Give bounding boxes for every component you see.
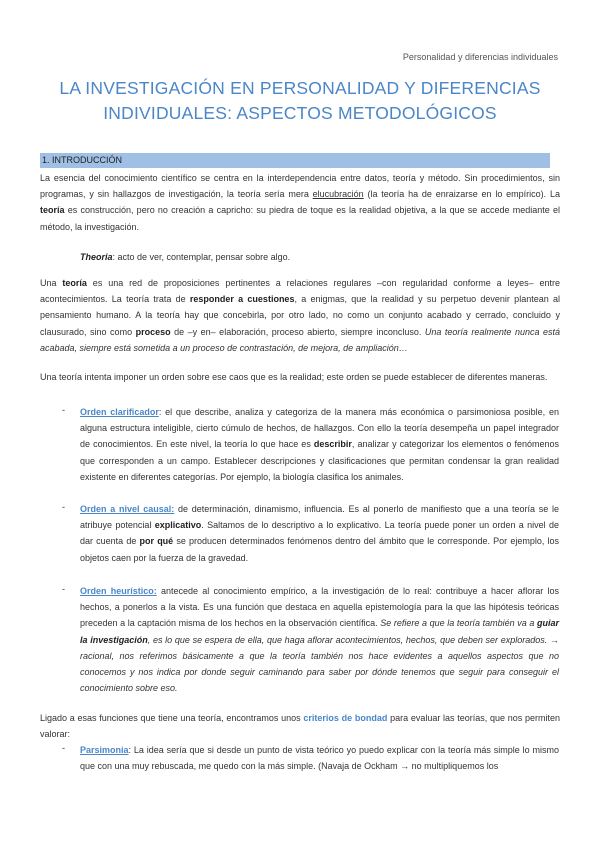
criteria-text-1: Ligado a esas funciones que tiene una teoría, encontramos unos [40,713,304,723]
criteria-text-2: para evaluar las teorías, que nos permiten valorar: [40,713,560,740]
order-intro-paragraph: Una teoría intenta imponer un orden sobre ese caos que es la realidad; este orden se puede establecer de diferentes maneras. [40,372,548,382]
list-item-parsimonia [80,742,559,774]
definition-paragraph [80,249,560,265]
causal-text-1: de determinación, dinamismo, influencia. Es al ponerlo de manifiesto que a una teoría se le atribuye potencial [80,504,559,531]
causal-bold-2: por qué [139,536,174,547]
list-dash: - [62,502,65,512]
theory-text-1: Una [40,278,63,288]
causal-text-3: se producen determinados fenómenos dentro del ámbito que le corresponde. Por ejemplo, los objetos caen por la fuerza de la gravedad. [80,536,560,563]
causal-bold-1: explicativo [154,520,202,531]
list-item-heuristico [80,583,559,696]
causal-label: Orden a nivel causal: [80,504,175,514]
theory-paragraph [40,275,560,356]
list-item-causal [80,501,559,566]
section-heading: 1. INTRODUCCIÓN [40,153,550,168]
title-line-2: INDIVIDUALES: ASPECTOS METODOLÓGICOS [103,103,497,123]
list-dash: - [62,405,65,415]
definition-term: Theoria [80,252,113,262]
title-line-1: LA INVESTIGACIÓN EN PERSONALIDAD Y DIFERENCIAS [59,78,541,98]
clarificador-bold: describir [313,439,352,450]
theory-italic: Una teoría realmente nunca está acabada, siempre está sometida a un proceso de contrastación, de mejora, de ampliación… [40,326,560,353]
list-dash: - [62,743,65,753]
intro-bold-term: teoría [40,205,65,216]
intro-paragraph [40,170,560,235]
definition-text: : acto de ver, contemplar, pensar sobre algo. [112,252,291,262]
running-header: Personalidad y diferencias individuales [402,52,558,62]
parsimonia-text: : La idea sería que si desde un punto de vista teórico yo puedo explicar con la teoría más simple lo mismo que con una muy rebuscada, me quedo con la más simple. (Navaja de Ockham → no multipliquemos los [80,745,559,772]
heuristico-text-1: antecede al conocimiento empírico, a la investigación de lo real: contribuye a hacer aflorar los hechos, a ponerlos a la vista. Es una función que destaca en aquella epistemología para la que las hipótesis teóricas preceden a la captación misma de los hechos en la observación científica. [80,586,559,629]
list-item-clarificador [80,404,559,485]
theory-text-4: de –y en– elaboración, proceso abierto, siempre inconcluso. [170,326,425,337]
criteria-paragraph [40,710,560,742]
theory-bold-1: teoría [62,278,87,288]
clarificador-text-2: , analizar y categorizar los elementos o fenómenos que corresponden a un campo. Establecer descripciones y clasificaciones que permitan condensar la gran realidad existente en diferentes categorías. Por ejemplo, la biología clasifica los animales. [80,439,560,482]
theory-text-3: , a enigmas, que la realidad y su perpetuo devenir plantean al pensamiento humano. A la teoría hay que concebirla, por otro lado, no como un conjunto acabado y cerrado, concluido y clausurado, sino como [40,294,560,337]
intro-text-2: (la teoría ha de enraizarse en lo empírico). La [363,189,560,200]
intro-text-1: La esencia del conocimiento científico se centra en la interdependencia entre datos, teoría y método. Sin procedimientos, sin programas, y sin hallazgos de investigación, la teoría sería mera [40,173,560,200]
heuristico-italic-1: Se refiere a que la teoría también va a [380,618,537,629]
document-title [40,76,560,126]
intro-text-3: es construcción, pero no creación a capricho: su piedra de toque es la realidad objetiva, a la que se accede mediante el método, la investigación. [40,205,560,232]
heuristico-italic-2: , es lo que se espera de ella, que haga aflorar acontecimientos, hechos, que deben ser explorados. → racional, nos referimos básicamente a que la teoría también nos hace evidentes a aquellos aspectos que no conocemos y nos indica por donde seguir caminando para saber por dónde tenemos que seguir para conseguir el conocimiento sobre eso. [80,634,559,694]
clarificador-label: Orden clarificador [80,407,159,417]
causal-text-2: . Saltamos de lo descriptivo a lo explicativo. La teoría puede poner un orden a nivel de dar cuenta de [80,520,560,547]
theory-bold-3: proceso [135,326,171,337]
theory-text-2: es una red de proposiciones pertinentes a relaciones regulares –con regularidad conforme a leyes– entre acontecimientos. La teoría trata de [40,278,560,305]
clarificador-text-1: : el que describe, analiza y categoriza de la manera más económica o parsimoniosa posible, en alguna estructura inteligible, cierto cúmulo de hechos, de hallazgos. Con ello la teoría desempeña un papel integrador de conocimientos. En este nivel, la teoría lo que hace es [80,407,559,450]
heuristico-label: Orden heurístico: [80,586,157,596]
parsimonia-label: Parsimonia [80,745,129,755]
theory-bold-2: responder a cuestiones [189,294,295,305]
heuristico-bold-italic: guiar la investigación [80,618,560,645]
intro-underlined-term: elucubración [312,189,364,200]
criteria-highlight: criterios de bondad [303,713,388,723]
list-dash: - [62,584,65,594]
